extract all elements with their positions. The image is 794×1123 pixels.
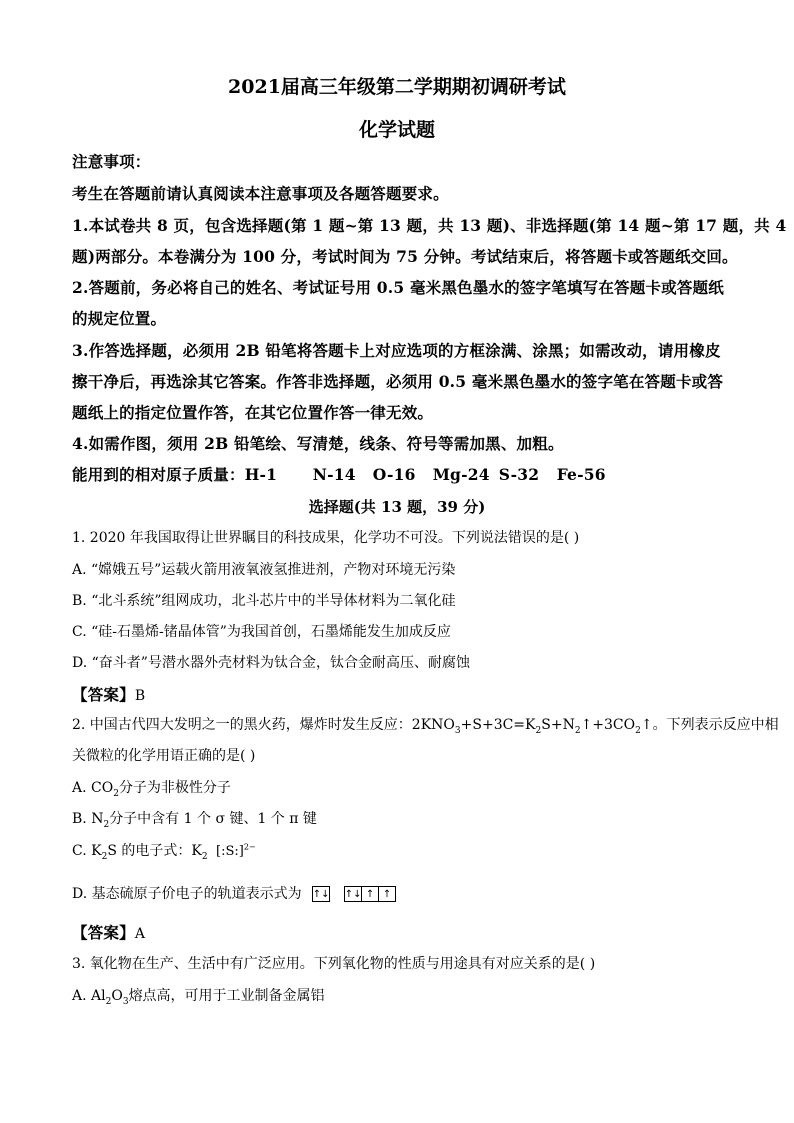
- q3-option-a: A. $Al_2O_3$熔点高，可用于工业制备金属铝: [72, 988, 325, 1007]
- q2-answer: [72, 921, 145, 943]
- mass-n: N-14: [312, 465, 356, 484]
- q1-answer-label: 【答案】: [72, 685, 135, 704]
- q1-option-c: C. “硅-石墨烯-锗晶体管”为我国首创，石墨烯能发生加成反应: [72, 624, 451, 640]
- notice-item-2-line-2: 的规定位置。: [72, 309, 167, 328]
- q1-stem: 1. 2020 年我国取得让世界瞩目的科技成果，化学功不可没。下列说法错误的是( ): [72, 530, 580, 546]
- q1-answer: [72, 683, 145, 705]
- notice-intro: 考生在答题前请认真阅读本注意事项及各题答题要求。: [72, 184, 449, 203]
- q2-option-a: A. $CO_2$分子为非极性分子: [72, 780, 231, 799]
- notice-item-3-line-1: 3.作答选择题，必须用 2B 铅笔将答题卡上对应选项的方框涂满、涂黑；如需改动，请用橡皮: [72, 341, 721, 360]
- charge: 2−: [243, 842, 256, 852]
- exam-title: 2021届高三年级第二学期期初调研考试: [228, 76, 566, 98]
- notice-item-3-line-2: 擦干净后，再选涂其它答案。作答非选择题，必须用 0.5 毫米黑色墨水的签字笔在答题卡或答: [72, 372, 724, 391]
- mass-mg: Mg-24: [432, 465, 490, 484]
- q3-stem: 3. 氧化物在生产、生活中有广泛应用。下列氧化物的性质与用途具有对应关系的是( ): [72, 956, 596, 972]
- section-heading: 选择题(共 13 题，39 分): [308, 498, 486, 516]
- notice-item-1-line-2: 题)两部分。本卷满分为 100 分，考试时间为 75 分钟。考试结束后，将答题卡或答题纸交回。: [72, 247, 738, 266]
- q2-option-b: B. $N_2$分子中含有 1 个 σ 键、1 个 π 键: [72, 811, 317, 830]
- mass-h: H-1: [244, 465, 278, 484]
- notice-item-4: 4.如需作图，须用 2B 铅笔绘、写清楚，线条、符号等需加黑、加粗。: [72, 434, 564, 453]
- electron-dot-structure: [:S:]: [216, 844, 244, 859]
- orbital-diagram: [312, 886, 396, 902]
- notice-heading: 注意事项：: [72, 152, 151, 171]
- q2-option-c: C. $K_2S$ 的电子式：$K_2$ [:S:]$^{2-}$: [72, 842, 256, 862]
- mass-fe: Fe-56: [556, 465, 606, 484]
- q2-answer-value: A: [134, 926, 145, 942]
- q2-stem-line-2: 关微粒的化学用语正确的是( ): [72, 748, 256, 764]
- notice-item-3-line-3: 题纸上的指定位置作答，在其它位置作答一律无效。: [72, 403, 434, 422]
- q1-option-d: D. “奋斗者”号潜水器外壳材料为钛合金，钛合金耐高压、耐腐蚀: [72, 655, 470, 671]
- q2-stem-line-1: 2. 中国古代四大发明之一的黑火药，爆炸时发生反应：$2KNO_3+S+3C=K_2S+N_2↑+3CO_2↑$。下列表示反应中相: [72, 717, 779, 736]
- atomic-masses: [72, 463, 606, 485]
- atomic-masses-label: 能用到的相对原子质量：: [72, 465, 245, 484]
- q1-answer-value: B: [134, 688, 146, 704]
- orbital-3s: ↑↓: [312, 886, 330, 902]
- notice-item-2-line-1: 2.答题前，务必将自己的姓名、考试证号用 0.5 毫米黑色墨水的签字笔填写在答题卡或答题纸: [72, 278, 724, 297]
- mass-s: S-32: [498, 465, 540, 484]
- q2-option-d: D. 基态硫原子价电子的轨道表示式为 ↑↓ ↑↓ ↑ ↑: [72, 883, 396, 903]
- exam-subtitle: 化学试题: [358, 119, 435, 141]
- orbital-3p-1: ↑↓: [344, 886, 362, 902]
- mass-o: O-16: [372, 465, 416, 484]
- notice-item-1-line-1: 1.本试卷共 8 页，包含选择题(第 1 题~第 13 题，共 13 题)、非选择题(第 14 题~第 17 题，共 4: [72, 216, 787, 235]
- q1-option-a: A. “嫦娥五号”运载火箭用液氧液氢推进剂，产物对环境无污染: [72, 562, 456, 578]
- orbital-3p-2: ↑: [362, 886, 379, 902]
- q2-answer-label: 【答案】: [72, 923, 135, 942]
- orbital-3p-3: ↑: [379, 886, 396, 902]
- q1-option-b: B. “北斗系统”组网成功，北斗芯片中的半导体材料为二氧化硅: [72, 593, 456, 609]
